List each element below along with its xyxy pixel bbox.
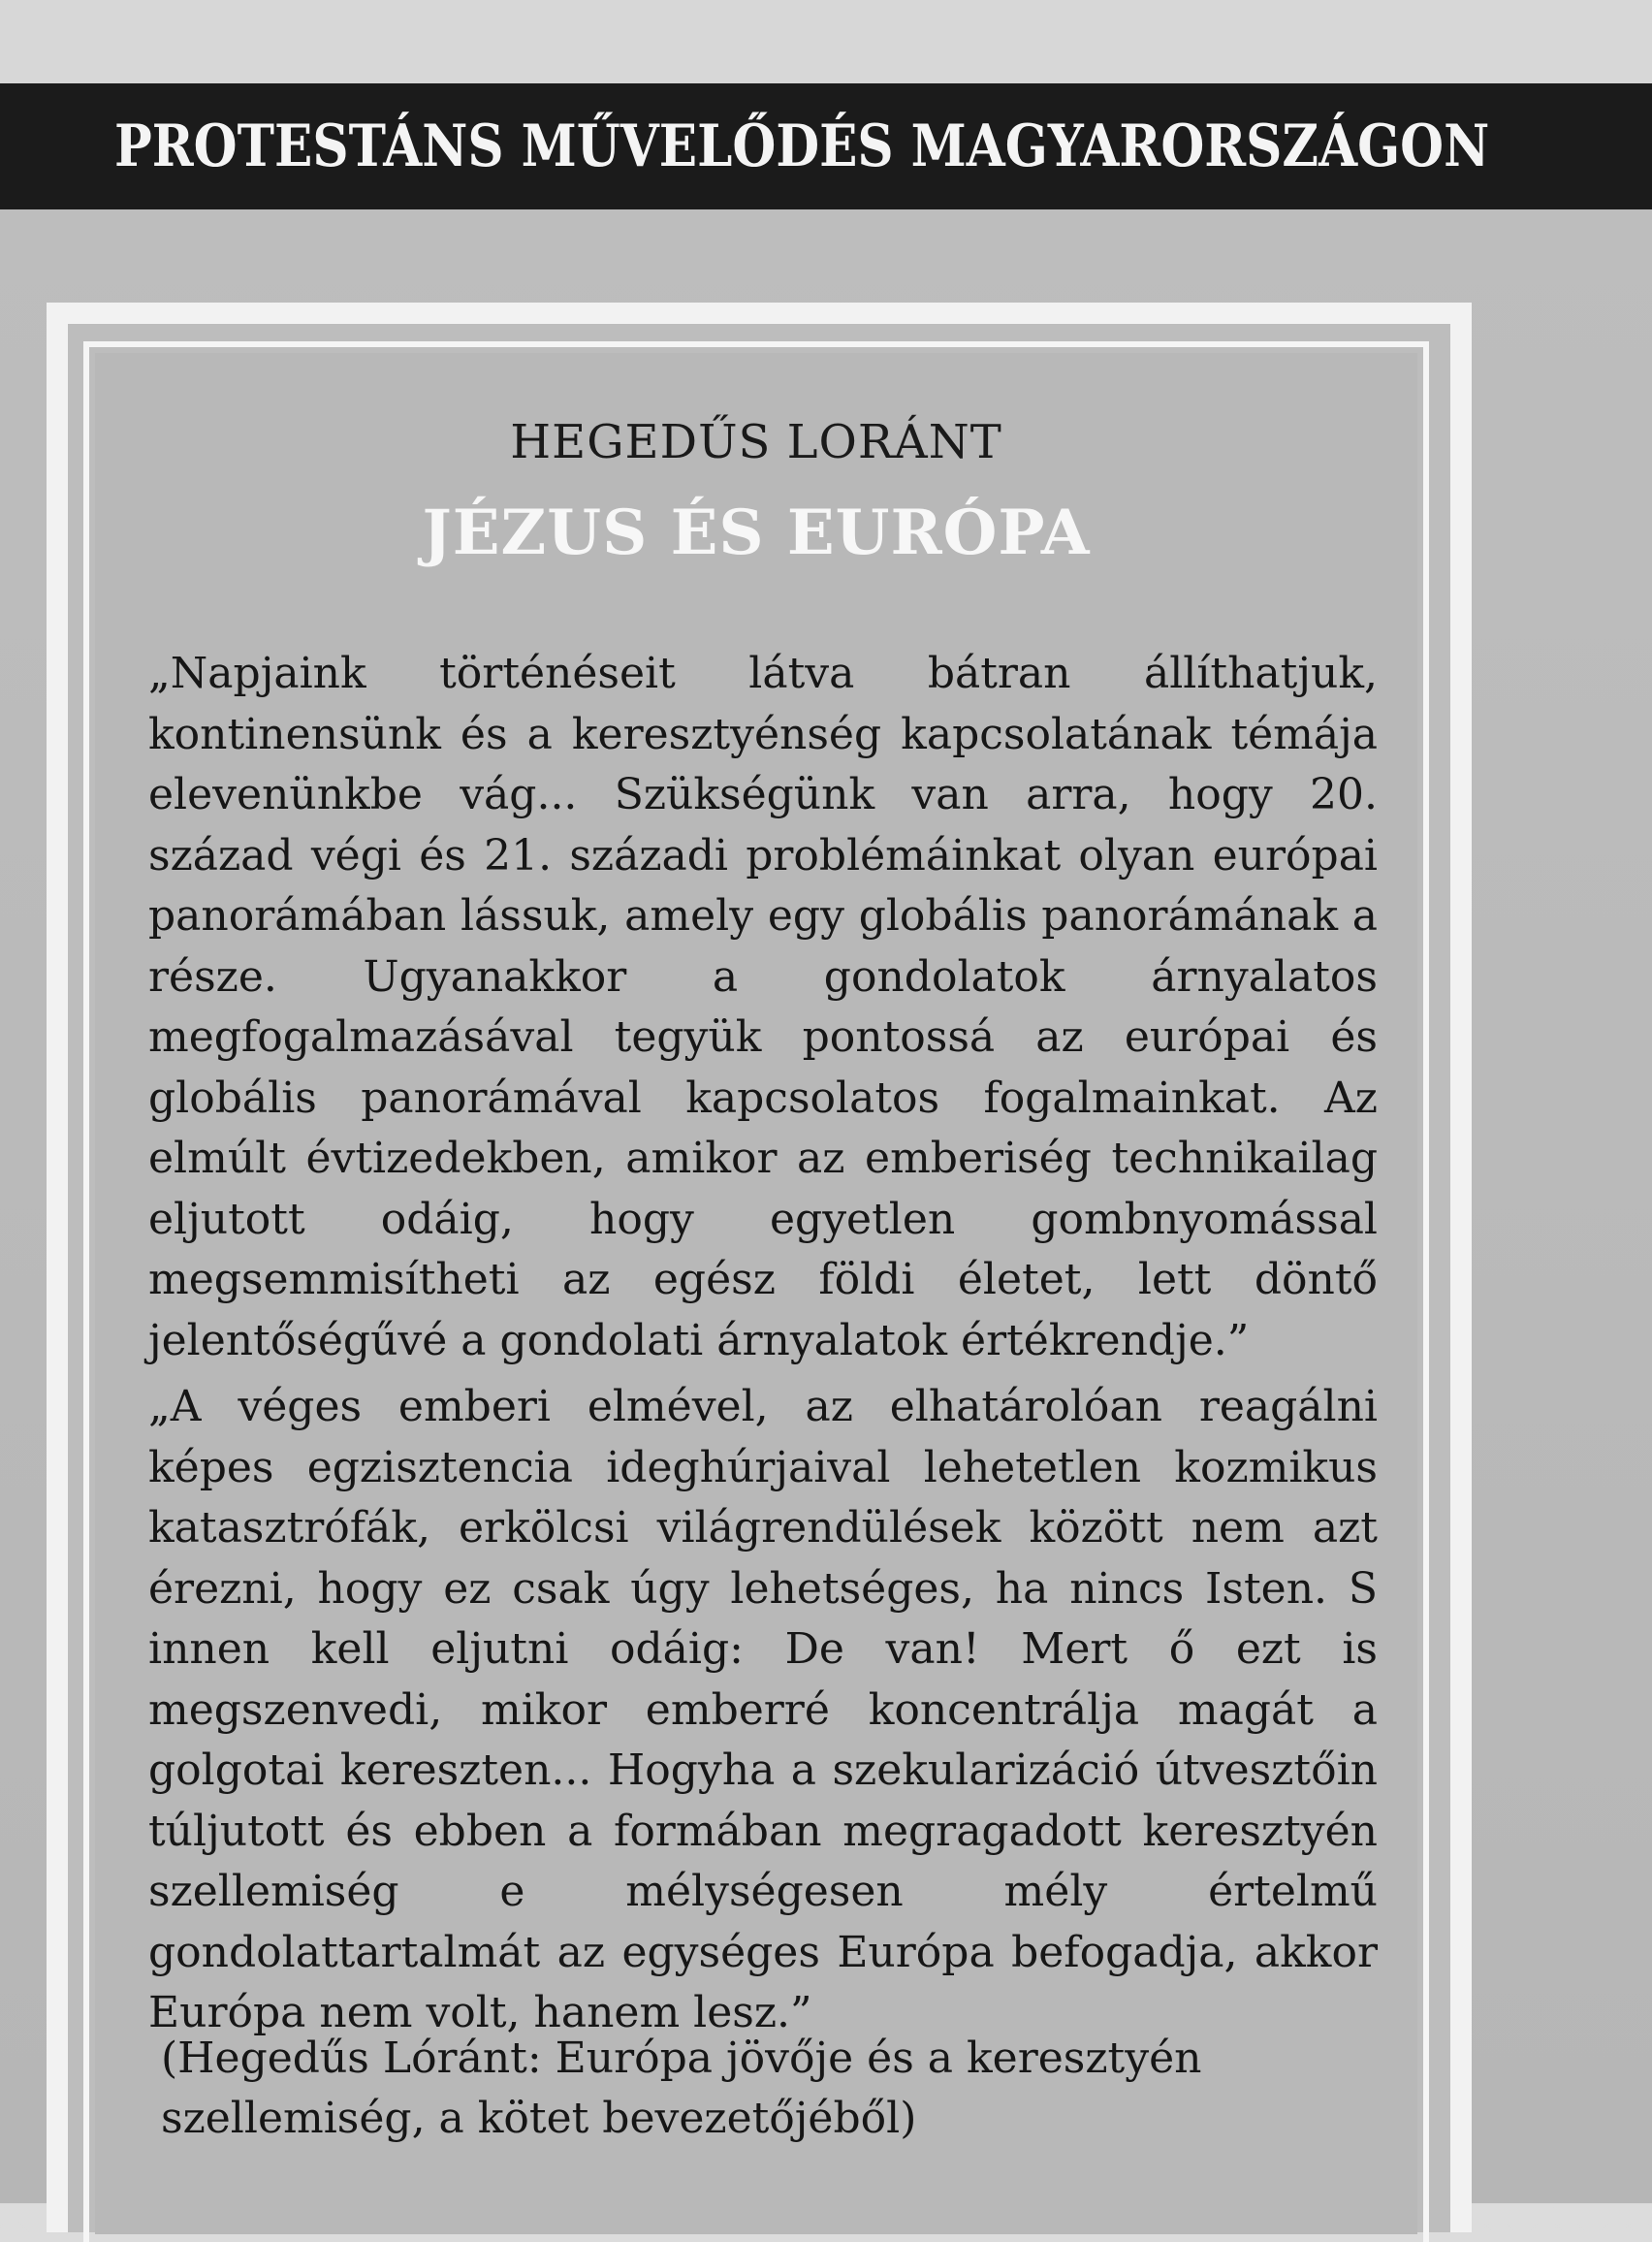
panel-title: JÉZUS ÉS EURÓPA xyxy=(422,496,1091,569)
top-background xyxy=(0,0,1652,85)
header-title: PROTESTÁNS MŰVELŐDÉS MAGYARORSZÁGON xyxy=(114,112,1490,180)
quote-paragraph: „A véges emberi elmével, az elhatárolóan reagálni képes egzisztencia ideghúrjaival lehetetlen kozmikus katasztrófák, erkölcsi világrendülések között nem azt érezni, hogy ez csak úgy lehetséges, ha nincs Isten. S innen kell eljutni odáig: De van! Mert ő ezt is megszenvedi, mikor emberré koncentrálja magát a golgotai kereszten... Hogyha a szekularizáció útvesztőin túljutott és ebben a formában megragadott keresztyén szellemiség e mélységesen mély értelmű gondolattartalmát az egységes Európa befogadja, akkor Európa nem volt, hanem lesz.” xyxy=(148,1382,1378,2037)
quote-paragraph: „Napjaink történéseit látva bátran állíthatjuk, kontinensünk és a keresztyénség kapcsolatának témája elevenünkbe vág... Szükségünk van arra, hogy 20. század végi és 21. századi problémáinkat olyan európai panorámában lássuk, amely egy globális panorámának a része. Ugyanakkor a gondolatok árnyalatos megfogalmazásával tegyük pontossá az európai és globális panorámával kapcsolatos fogalmainkat. Az elmúlt évtizedekben, amikor az emberiség technikailag eljutott odáig, hogy egyetlen gombnyomással megsemmisítheti az egész földi életet, lett döntő jelentőségűvé a gondolati árnyalatok értékrendje.” xyxy=(148,649,1378,1365)
author-name: HEGEDŰS LORÁNT xyxy=(510,415,1002,469)
source-citation: (Hegedűs Lóránt: Európa jövője és a keresztyén szellemiség, a kötet bevezetőjéből) xyxy=(161,2034,1202,2143)
